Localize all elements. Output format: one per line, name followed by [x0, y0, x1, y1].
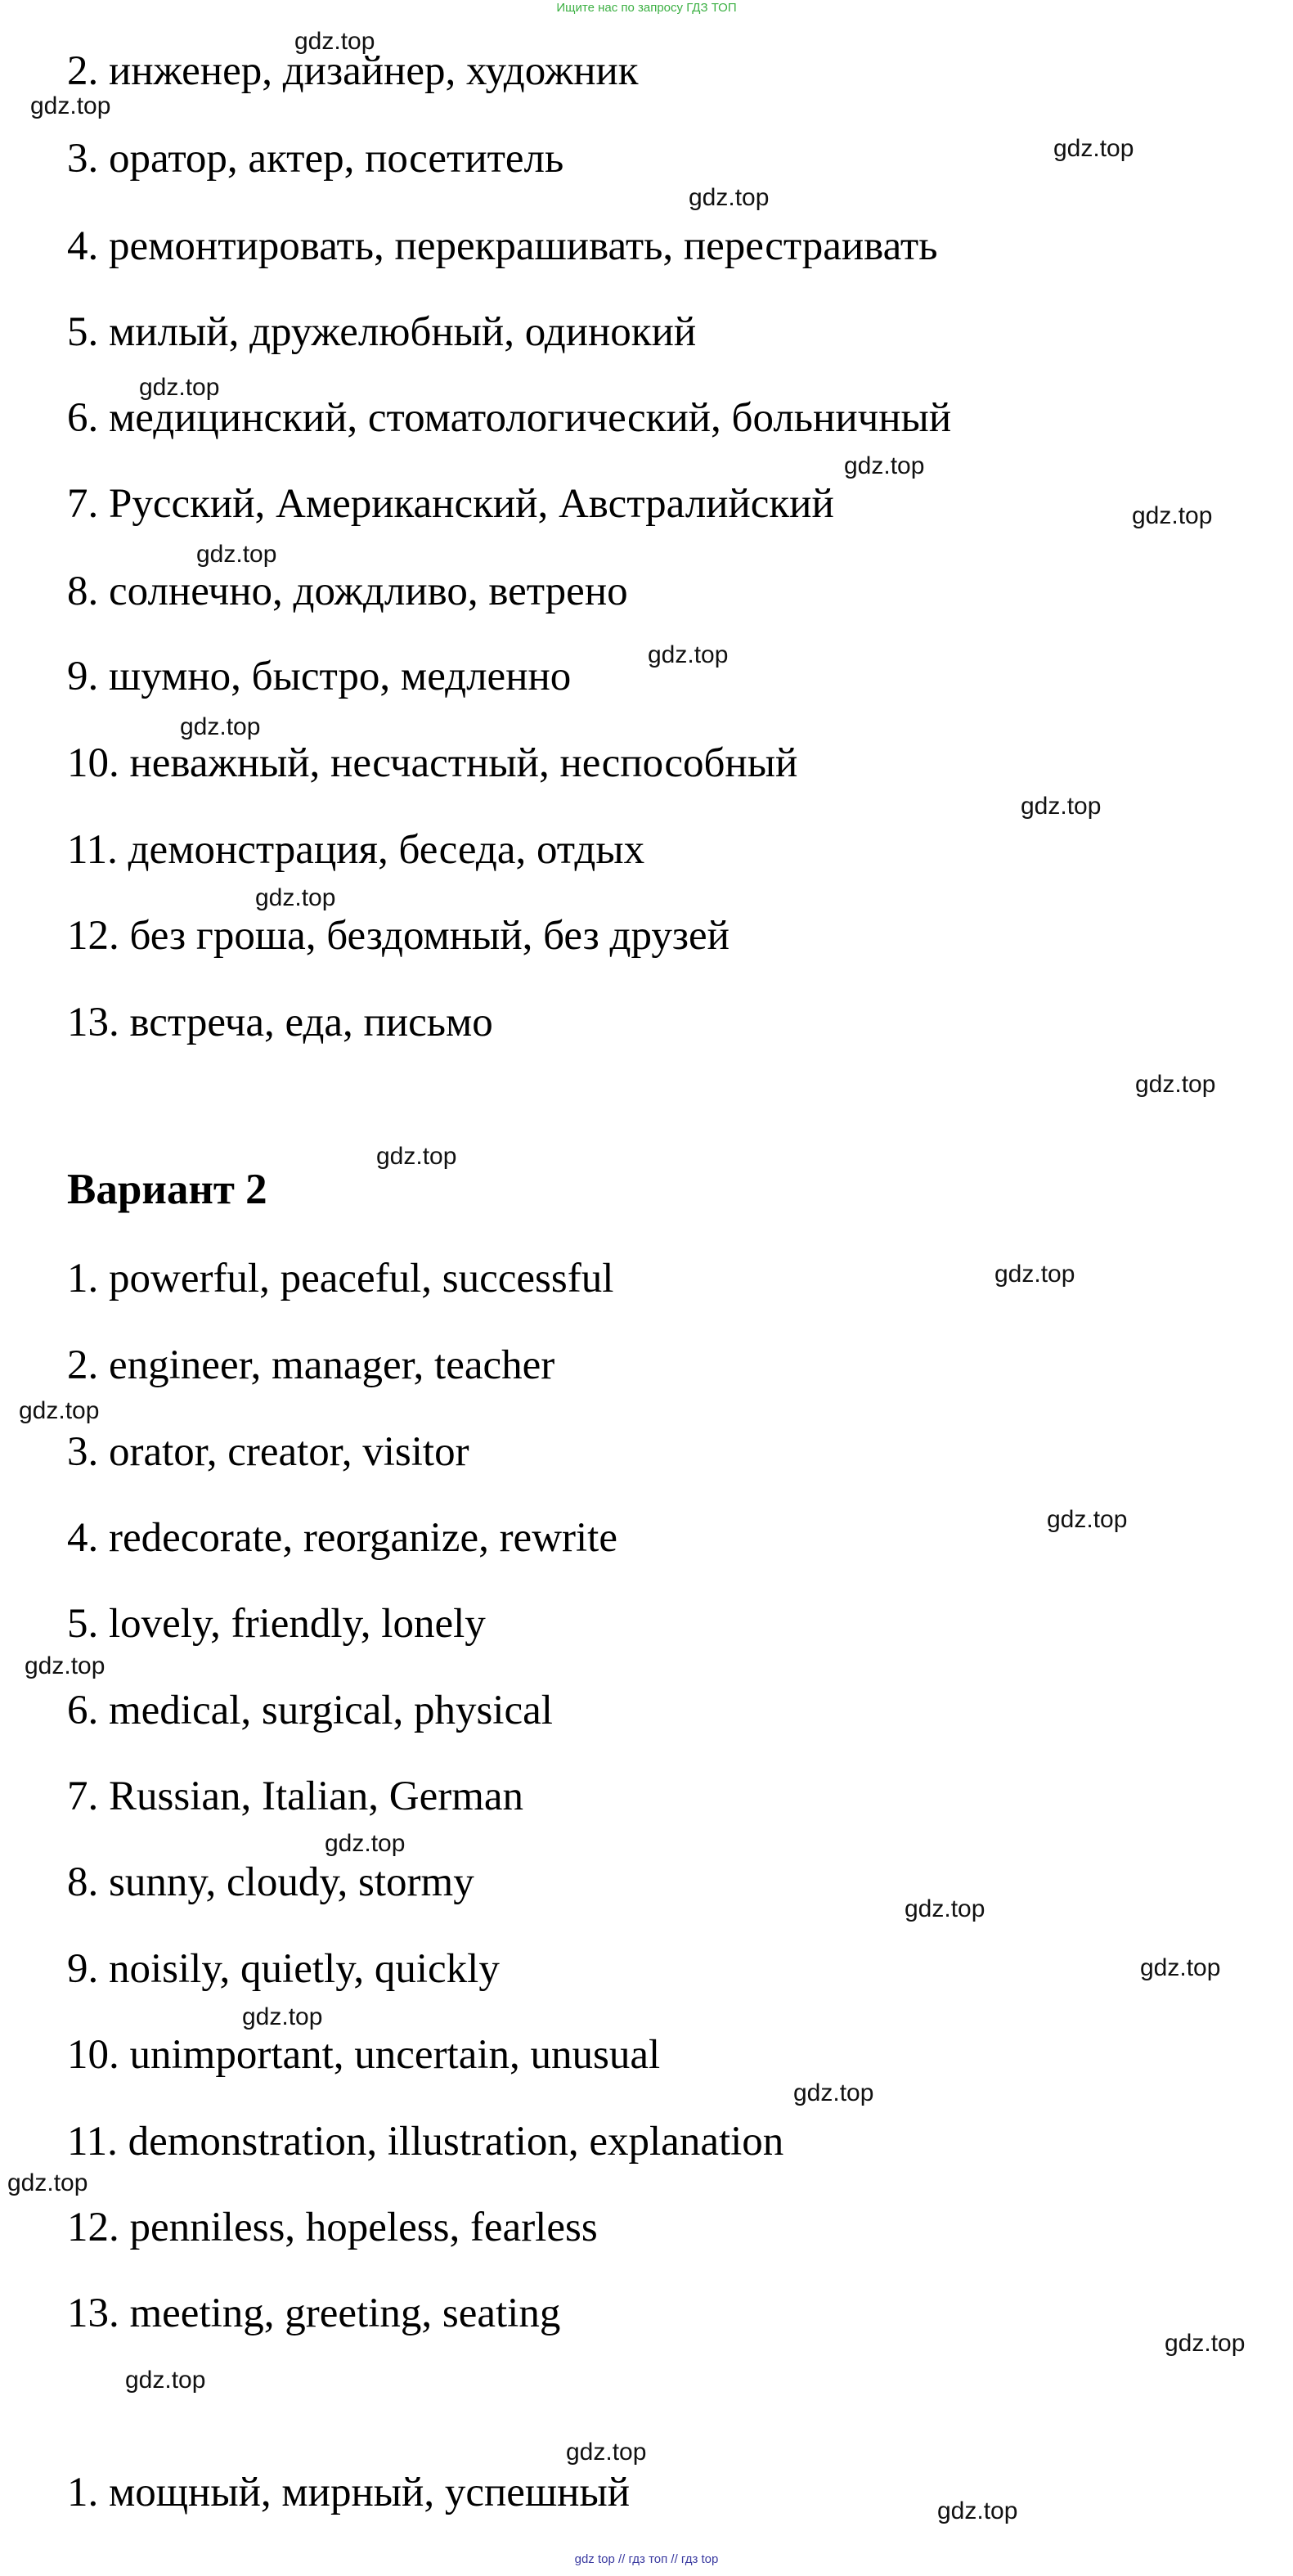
watermark: gdz.top	[1053, 135, 1134, 162]
watermark: gdz.top	[905, 1895, 985, 1922]
ru-list-item: 13. встреча, еда, письмо	[67, 1000, 493, 1045]
en-list-item: 8. sunny, cloudy, stormy	[67, 1859, 474, 1905]
ru-list-item: 5. милый, дружелюбный, одинокий	[67, 309, 697, 355]
watermark: gdz.top	[19, 1397, 100, 1424]
watermark: gdz.top	[648, 641, 729, 668]
watermark: gdz.top	[1140, 1954, 1221, 1981]
footer-links[interactable]: gdz top // гдз топ // гдз top	[574, 2552, 719, 2566]
ru-list-item: 1. мощный, мирный, успешный	[67, 2470, 631, 2515]
watermark: gdz.top	[844, 452, 925, 479]
watermark: gdz.top	[689, 184, 770, 211]
en-list-item: 1. powerful, peaceful, successful	[67, 1256, 614, 1301]
en-list-item: 4. redecorate, reorganize, rewrite	[67, 1515, 617, 1561]
watermark: gdz.top	[1135, 1071, 1216, 1098]
ru-list-item: 11. демонстрация, беседа, отдых	[67, 827, 645, 873]
en-list-item: 7. Russian, Italian, German	[67, 1774, 524, 1819]
ru-list-item: 6. медицинский, стоматологический, больничный	[67, 395, 952, 441]
ru-list-item: 4. ремонтировать, перекрашивать, перестраивать	[67, 223, 938, 269]
variant-heading: Вариант 2	[67, 1166, 267, 1213]
watermark: gdz.top	[1047, 1506, 1128, 1533]
watermark: gdz.top	[180, 713, 261, 740]
ru-list-item: 12. без гроша, бездомный, без друзей	[67, 913, 730, 959]
watermark: gdz.top	[994, 1261, 1075, 1288]
watermark: gdz.top	[294, 28, 375, 55]
watermark: gdz.top	[376, 1143, 457, 1170]
en-list-item: 2. engineer, manager, teacher	[67, 1342, 555, 1388]
en-list-item: 9. noisily, quietly, quickly	[67, 1946, 500, 1992]
en-list-item: 11. demonstration, illustration, explanation	[67, 2119, 784, 2165]
watermark: gdz.top	[25, 1652, 106, 1679]
watermark: gdz.top	[1165, 2330, 1246, 2357]
en-list-item: 5. lovely, friendly, lonely	[67, 1601, 486, 1647]
watermark: gdz.top	[937, 2497, 1018, 2524]
watermark: gdz.top	[242, 2003, 323, 2030]
watermark: gdz.top	[325, 1830, 406, 1857]
watermark: gdz.top	[566, 2439, 647, 2466]
ru-list-item: 8. солнечно, дождливо, ветрено	[67, 569, 628, 614]
watermark: gdz.top	[1021, 793, 1102, 820]
watermark: gdz.top	[196, 541, 277, 568]
watermark: gdz.top	[255, 884, 336, 911]
watermark: gdz.top	[793, 2079, 874, 2106]
ru-list-item: 7. Русский, Американский, Австралийский	[67, 481, 834, 527]
ru-list-item: 2. инженер, дизайнер, художник	[67, 48, 639, 94]
watermark: gdz.top	[125, 2367, 206, 2394]
en-list-item: 3. orator, creator, visitor	[67, 1429, 469, 1475]
watermark: gdz.top	[1132, 502, 1213, 529]
en-list-item: 12. penniless, hopeless, fearless	[67, 2205, 598, 2250]
top-banner[interactable]: Ищите нас по запросу ГДЗ ТОП	[556, 1, 737, 15]
watermark: gdz.top	[30, 92, 111, 119]
ru-list-item: 9. шумно, быстро, медленно	[67, 654, 572, 699]
watermark: gdz.top	[139, 374, 220, 401]
en-list-item: 6. medical, surgical, physical	[67, 1688, 553, 1733]
en-list-item: 13. meeting, greeting, seating	[67, 2291, 561, 2336]
en-list-item: 10. unimportant, uncertain, unusual	[67, 2032, 661, 2078]
ru-list-item: 10. неважный, несчастный, неспособный	[67, 740, 798, 786]
ru-list-item: 3. оратор, актер, посетитель	[67, 136, 564, 182]
watermark: gdz.top	[7, 2169, 88, 2196]
